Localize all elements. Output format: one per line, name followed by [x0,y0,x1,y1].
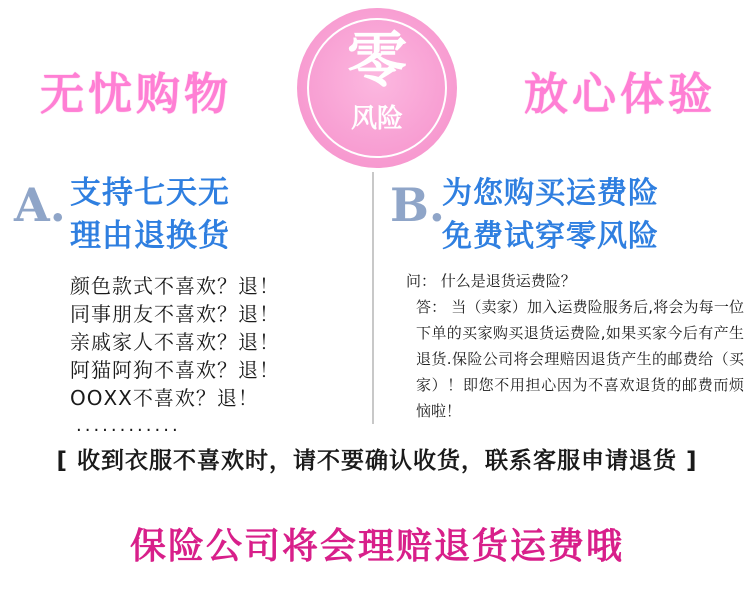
column-a [8,172,370,436]
list-item: 亲戚家人不喜欢？退！ [70,330,280,354]
header-left-text: 无忧购物 [40,69,232,120]
list-item: 阿猫阿狗不喜欢？退！ [70,358,280,382]
column-b-title-line1: 为您购买运费险 [442,176,659,211]
list-item: 同事朋友不喜欢？退！ [70,302,280,326]
column-b-header [384,172,746,258]
footer-note: [ 收到衣服不喜欢时，请不要确认收货，联系客服申请退货 ] [56,448,698,474]
faq-answer: 答： 当（卖家）加入运费险服务后,将会为每一位下单的买家购买退货运费险,如果买家今后有产生退货.保险公司将会理赔因退货产生的邮费给（买家）！即您不用担心因为不喜欢退货的邮费而烦恼啦！ [416,298,744,420]
column-a-title-line2: 理由退换货 [70,218,230,254]
column-a-lines [70,272,280,440]
list-item-ellipsis: ............ [76,415,181,436]
column-b-body [396,268,744,424]
badge-sub-text: 风险 [350,104,403,134]
column-a-letter: A. [14,178,66,232]
column-a-header [8,172,370,258]
column-b-letter: B. [390,178,445,232]
zero-risk-badge [297,8,457,168]
list-item: 颜色款式不喜欢？退！ [70,274,280,298]
footer-highlight: 保险公司将会理赔退货运费哦 [129,526,624,567]
column-b-title [442,172,659,258]
column-a-title-line1: 支持七天无 [70,175,230,211]
banner-header [0,0,754,165]
badge-main-text: 零 [347,26,407,96]
column-b [384,172,746,420]
list-item: ООХХ不喜欢？退！ [70,386,259,410]
column-b-title-line2: 免费试穿零风险 [442,219,659,254]
column-divider [372,172,374,424]
header-right-text: 放心体验 [524,69,716,120]
faq-question: 问： 什么是退货运费险？ [406,272,576,290]
column-a-title [70,172,230,258]
